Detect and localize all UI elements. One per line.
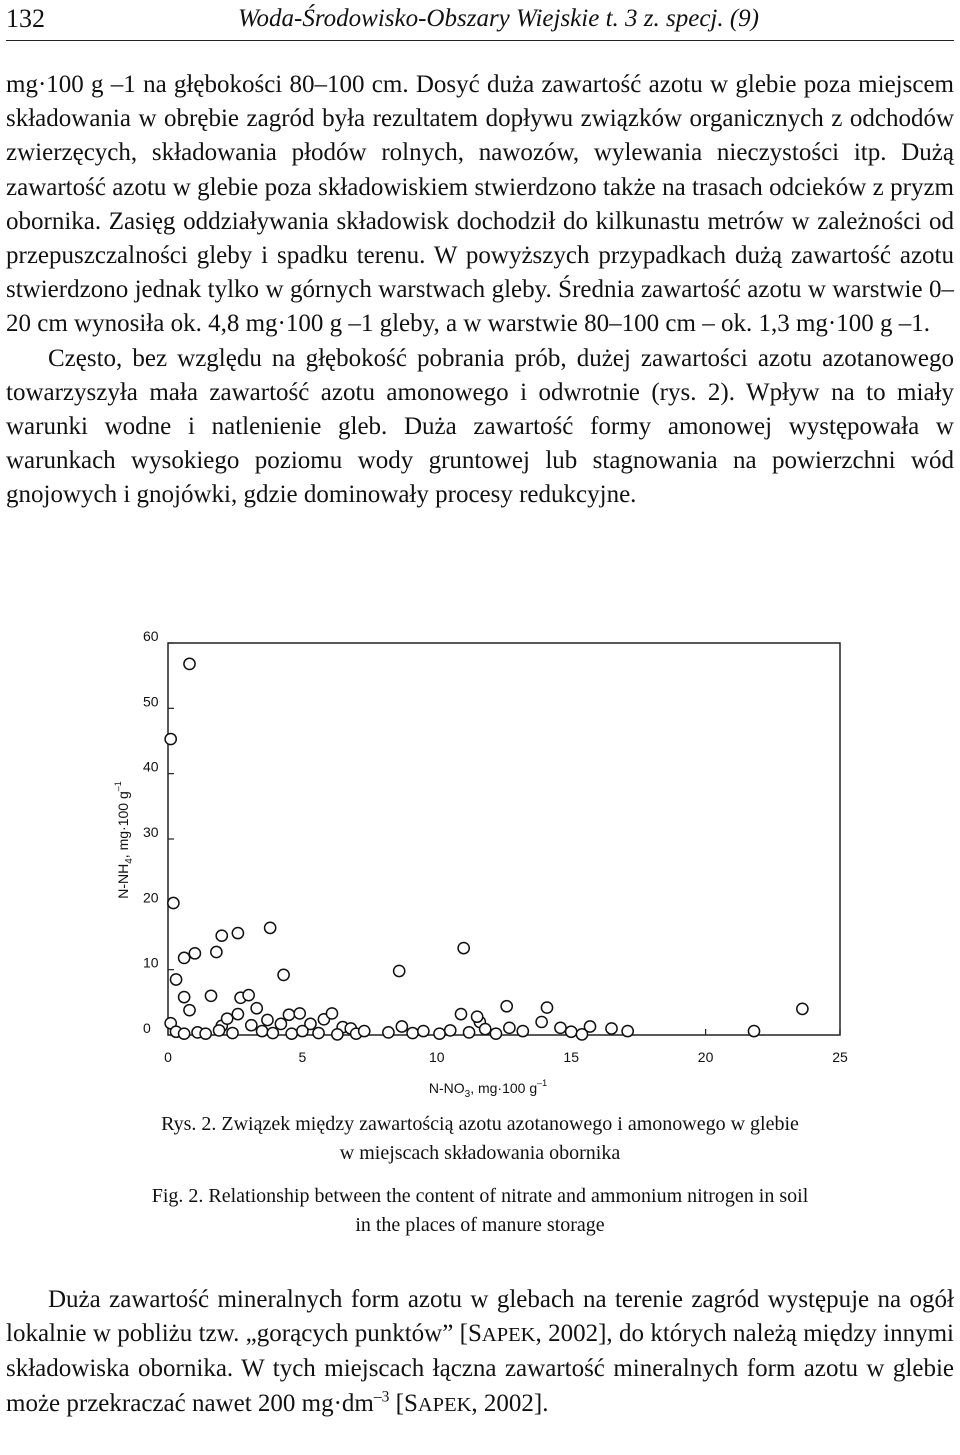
caption-en-line2: in the places of manure storage bbox=[355, 1214, 605, 1236]
paragraph-1: mg·100 g –1 na głębokości 80–100 cm. Dosyć duża zawartość azotu w glebie poza miejscem składowania w obrębie zagród była rezultatem dopływu związków organicznych z odchodów zwierzęcych, składowania płodów rolnych, nawozów, wylewania nieczystości itp. Dużą zawartość azotu w glebie poza składowiskiem stwierdzono także na trasach odcieków z pryzm obornika. Zasięg oddziaływania składowisk dochodził do kilkunastu metrów w zależności od przepuszczalności gleby i spadku terenu. W powyższych przypadkach dużą zawartość azotu stwierdzono jednak tylko w górnych warstwach gleby. Średnia zawartość azotu w warstwie 0–20 cm wynosiła ok. 4,8 mg·100 g –1 gleby, a w warstwie 80–100 cm – ok. 1,3 mg·100 g –1. bbox=[6, 71, 954, 338]
citation-initial-2: S bbox=[403, 1389, 418, 1417]
data-point bbox=[463, 1027, 474, 1038]
x-tick-label: 25 bbox=[832, 1049, 848, 1065]
citation-name: APEK bbox=[481, 1324, 536, 1347]
data-point bbox=[278, 969, 289, 980]
caption-en-line1: Fig. 2. Relationship between the content of nitrate and ammonium nitrogen in soil bbox=[151, 1185, 809, 1207]
data-point bbox=[262, 1014, 273, 1025]
data-point bbox=[748, 1025, 759, 1036]
data-point bbox=[222, 1013, 233, 1024]
data-point bbox=[243, 990, 254, 1001]
y-label-rest: , mg·100 g bbox=[115, 791, 131, 859]
paragraph bbox=[6, 68, 954, 513]
data-point bbox=[179, 952, 190, 963]
x-tick-label: 5 bbox=[298, 1049, 307, 1065]
data-point bbox=[246, 1020, 257, 1031]
data-point bbox=[418, 1025, 429, 1036]
data-point bbox=[200, 1028, 211, 1039]
data-point bbox=[256, 1025, 267, 1036]
data-point bbox=[434, 1028, 445, 1039]
data-point bbox=[213, 1025, 224, 1036]
y-axis-ticks bbox=[143, 628, 174, 1036]
x-label-rest: , mg·100 g bbox=[470, 1080, 538, 1096]
bottom-text-1: Duża zawartość mineralnych form azotu w glebach na terenie zagród występuje na ogół lokalnie w pobliżu tzw. „gorących punktów” [ bbox=[6, 1286, 954, 1348]
data-point bbox=[294, 1008, 305, 1019]
y-tick-label: 40 bbox=[143, 758, 159, 775]
data-points bbox=[165, 658, 808, 1040]
data-point bbox=[232, 927, 243, 938]
page-number: 132 bbox=[6, 4, 45, 33]
data-point bbox=[407, 1027, 418, 1038]
bottom-text-4: , 2002]. bbox=[471, 1389, 549, 1417]
figure-caption-en bbox=[0, 1182, 960, 1240]
data-point bbox=[622, 1025, 633, 1036]
data-point bbox=[265, 922, 276, 933]
data-point bbox=[584, 1021, 595, 1032]
y-label-main: N-NH bbox=[115, 863, 131, 899]
data-point bbox=[205, 990, 216, 1001]
y-tick-label: 60 bbox=[143, 628, 159, 644]
x-label-main: N-NO bbox=[428, 1080, 465, 1096]
data-point bbox=[536, 1016, 547, 1027]
running-head bbox=[6, 4, 954, 41]
data-point bbox=[283, 1009, 294, 1020]
journal-title: Woda-Środowisko-Obszary Wiejskie t. 3 z. specj. (9) bbox=[238, 5, 760, 32]
data-point bbox=[189, 948, 200, 959]
data-point bbox=[211, 946, 222, 957]
x-label-sup: –1 bbox=[537, 1078, 548, 1088]
data-point bbox=[184, 658, 195, 669]
x-tick-label: 0 bbox=[164, 1049, 172, 1065]
data-point bbox=[232, 1008, 243, 1019]
data-point bbox=[383, 1027, 394, 1038]
data-point bbox=[267, 1027, 278, 1038]
scatter-chart bbox=[0, 628, 960, 1098]
data-point bbox=[184, 1005, 195, 1016]
data-point bbox=[555, 1022, 566, 1033]
data-point bbox=[541, 1002, 552, 1013]
caption-pl-line2: w miejscach składowania obornika bbox=[339, 1142, 621, 1164]
plot-frame bbox=[168, 643, 840, 1035]
data-point bbox=[359, 1025, 370, 1036]
data-point bbox=[445, 1025, 456, 1036]
data-point bbox=[396, 1021, 407, 1032]
data-point bbox=[179, 992, 190, 1003]
svg-text:N-NH4, mg·100 g–1 bbox=[113, 781, 135, 899]
svg-text:N-NO3, mg·100 g–1 bbox=[429, 1078, 547, 1098]
data-point bbox=[297, 1025, 308, 1036]
data-point bbox=[566, 1026, 577, 1037]
data-point bbox=[797, 1003, 808, 1014]
bottom-text-3: [ bbox=[389, 1389, 404, 1417]
data-point bbox=[606, 1023, 617, 1034]
data-point bbox=[168, 897, 179, 908]
x-tick-label: 20 bbox=[697, 1049, 714, 1065]
x-axis-label-group bbox=[429, 1078, 547, 1098]
data-point bbox=[480, 1024, 491, 1035]
y-tick-label: 0 bbox=[143, 1020, 151, 1036]
data-point bbox=[332, 1029, 343, 1040]
y-tick-label: 30 bbox=[143, 824, 159, 840]
bottom-superscript: –3 bbox=[373, 1388, 390, 1406]
y-tick-label: 20 bbox=[143, 889, 159, 906]
data-point bbox=[227, 1027, 238, 1038]
body-text-bottom bbox=[6, 1283, 954, 1422]
y-label-sub: 4 bbox=[124, 858, 135, 864]
data-point bbox=[165, 733, 176, 744]
data-point bbox=[490, 1028, 501, 1039]
data-point bbox=[179, 1028, 190, 1039]
bottom-text-2: , 2002], do których należą między innymi składowiska obornika. W tych miejscach łączna zawartość mineralnych form azotu w glebie może przekraczać nawet 200 mg·dm bbox=[6, 1320, 954, 1417]
data-point bbox=[326, 1008, 337, 1019]
data-point bbox=[455, 1008, 466, 1019]
data-point bbox=[216, 930, 227, 941]
paragraph-2: Często, bez względu na głębokość pobrania prób, dużej zawartości azotu azotanowego towarzyszyła mała zawartość azotu amonowego i odwrotnie (rys. 2). Wpływ na to miały warunki wodne i natlenienie gleb. Duża zawartość formy amonowej występowała w warunkach wysokiego poziomu wody gruntowej lub stagnowania na powierzchni wód gnojowych i gnojówki, gdzie dominowały procesy redukcyjne. bbox=[6, 344, 954, 509]
data-point bbox=[394, 965, 405, 976]
y-label-sup: –1 bbox=[113, 781, 123, 792]
figure-caption-pl bbox=[0, 1110, 960, 1168]
data-point bbox=[458, 943, 469, 954]
data-point bbox=[504, 1022, 515, 1033]
x-label-sub: 3 bbox=[464, 1089, 471, 1098]
data-point bbox=[517, 1025, 528, 1036]
data-point bbox=[286, 1028, 297, 1039]
x-tick-label: 10 bbox=[429, 1049, 445, 1065]
caption-pl-line1: Rys. 2. Związek między zawartością azotu azotanowego i amonowego w glebie bbox=[161, 1113, 799, 1135]
citation-initial: S bbox=[468, 1320, 482, 1348]
data-point bbox=[170, 974, 181, 985]
y-tick-label: 10 bbox=[143, 954, 159, 971]
data-point bbox=[472, 1011, 483, 1022]
y-tick-label: 50 bbox=[143, 693, 159, 710]
data-point bbox=[501, 1001, 512, 1012]
data-point bbox=[251, 1003, 262, 1014]
data-point bbox=[275, 1018, 286, 1029]
data-point bbox=[313, 1027, 324, 1038]
x-tick-label: 15 bbox=[563, 1049, 579, 1065]
y-axis-label-group bbox=[113, 781, 135, 899]
citation-name-2: APEK bbox=[417, 1393, 472, 1416]
